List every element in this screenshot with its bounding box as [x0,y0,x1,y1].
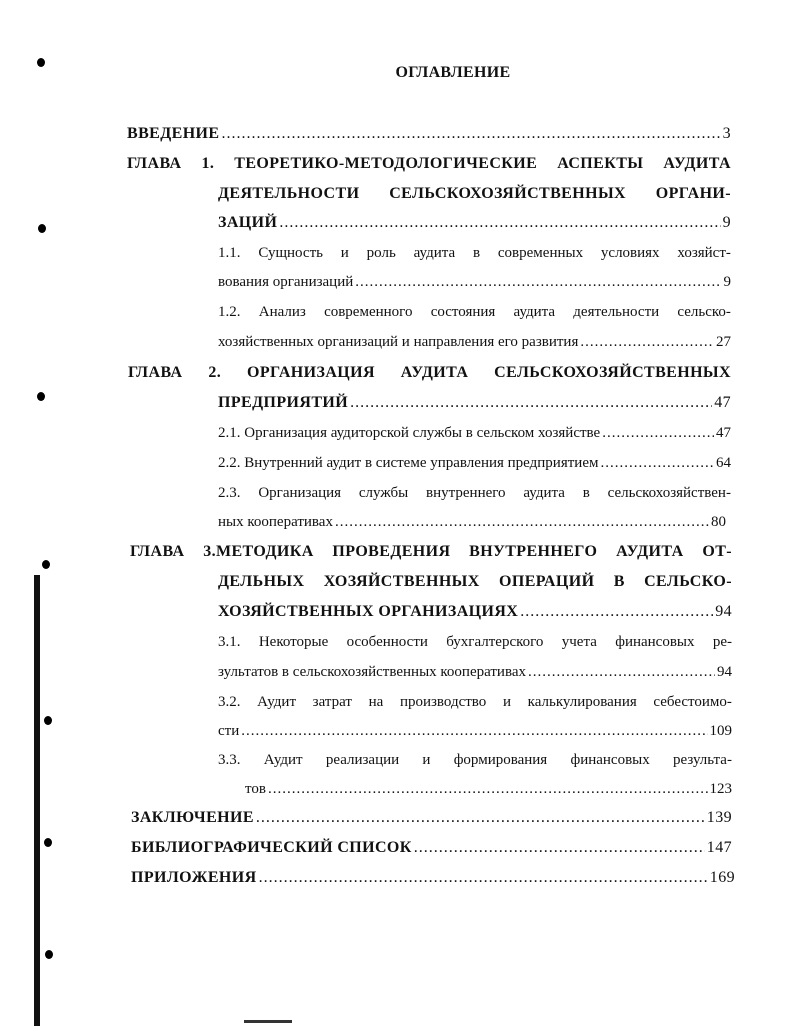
toc-entry-s11-line2[interactable]: вования организаций ..... 9 [218,270,731,294]
toc-entry-s31-line1[interactable]: 3.1. Некоторые особенности бухгалтерского учета финансовых ре- [218,634,732,650]
toc-page: 47 [716,425,731,441]
toc-page: 169 [709,869,735,886]
toc-entry-s22[interactable]: 2.2. Внутренний аудит в системе управления предприятием ..... 64 [218,451,731,475]
toc-entry-conclusion[interactable]: ЗАКЛЮЧЕНИЕ ..... 139 [131,806,732,830]
toc-page: 80 [711,514,726,530]
toc-entry-s12-line1[interactable]: 1.2. Анализ современного состояния аудита деятельности сельско- [218,304,731,320]
toc-entry-s23-line2[interactable]: ных кооперативах ..... 80 [218,510,726,534]
toc-entry-ch3-line1[interactable]: ГЛАВА 3.МЕТОДИКА ПРОВЕДЕНИЯ ВНУТРЕННЕГО АУДИТА ОТ- [130,543,732,560]
toc-entry-s32-line1[interactable]: 3.2. Аудит затрат на производство и калькулирования себестоимо- [218,694,732,710]
toc-entry-ch1-line1[interactable]: ГЛАВА 1. ТЕОРЕТИКО-МЕТОДОЛОГИЧЕСКИЕ АСПЕКТЫ АУДИТА [127,155,731,172]
toc-entry-ch2-line2[interactable]: ПРЕДПРИЯТИЙ ..... 47 [218,391,731,415]
toc-page: 47 [714,394,731,411]
bottom-mark [244,1020,292,1023]
toc-entry-bibliography[interactable]: БИБЛИОГРАФИЧЕСКИЙ СПИСОК ..... 147 [131,836,732,860]
toc-page: 27 [716,334,731,350]
toc-page: 3 [722,125,731,142]
toc-entry-ch3-line3[interactable]: ХОЗЯЙСТВЕННЫХ ОРГАНИЗАЦИЯХ ..... 94 [218,600,732,624]
toc-entry-ch3-line2[interactable]: ДЕЛЬНЫХ ХОЗЯЙСТВЕННЫХ ОПЕРАЦИЙ В СЕЛЬСКО- [218,573,732,590]
margin-bar [34,575,40,1026]
binding-dot-2 [38,224,46,233]
page-title: ОГЛАВЛЕНИЕ [395,64,511,81]
toc-page: 139 [706,809,732,826]
toc-page: 94 [717,664,732,680]
toc-entry-s33-line1[interactable]: 3.3. Аудит реализации и формирования финансовых результа- [218,752,732,768]
toc-entry-ch1-line2[interactable]: ДЕЯТЕЛЬНОСТИ СЕЛЬСКОХОЗЯЙСТВЕННЫХ ОРГАНИ- [218,185,731,202]
toc-label: ВВЕДЕНИЕ [127,125,220,142]
binding-dot-4 [42,560,50,569]
toc-entry-appendix[interactable]: ПРИЛОЖЕНИЯ ..... 169 [131,866,735,890]
toc-entry-s21[interactable]: 2.1. Организация аудиторской службы в сельском хозяйстве ..... 47 [218,421,731,445]
toc-page: 123 [709,781,732,797]
toc-page: 94 [715,603,732,620]
binding-dot-5 [44,716,52,725]
toc-page: 64 [716,455,731,471]
toc-entry-s32-line2[interactable]: сти ..... 109 [218,719,732,743]
toc-entry-s11-line1[interactable]: 1.1. Сущность и роль аудита в современных условиях хозяйст- [218,245,731,261]
binding-dot-6 [44,838,52,847]
toc-entry-s23-line1[interactable]: 2.3. Организация службы внутреннего аудита в сельскохозяйствен- [218,485,731,501]
toc-entry-ch1-line3[interactable]: ЗАЦИЙ ..... 9 [218,211,731,235]
toc-entry-s31-line2[interactable]: зультатов в сельскохозяйственных кооперативах ..... 94 [218,660,732,684]
binding-dot-3 [37,392,45,401]
toc-entry-s33-line2[interactable]: тов ..... 123 [245,777,732,801]
toc-page: 147 [706,839,732,856]
toc-entry-s12-line2[interactable]: хозяйственных организаций и направления его развития ..... 27 [218,330,731,354]
toc-page: 9 [723,274,731,290]
toc-entry-intro[interactable] [127,122,731,146]
toc-page: 9 [722,214,731,231]
toc-page: 109 [709,723,732,739]
binding-dot-7 [45,950,53,959]
toc-entry-ch2-line1[interactable]: ГЛАВА 2. ОРГАНИЗАЦИЯ АУДИТА СЕЛЬСКОХОЗЯЙСТВЕННЫХ [128,364,731,381]
